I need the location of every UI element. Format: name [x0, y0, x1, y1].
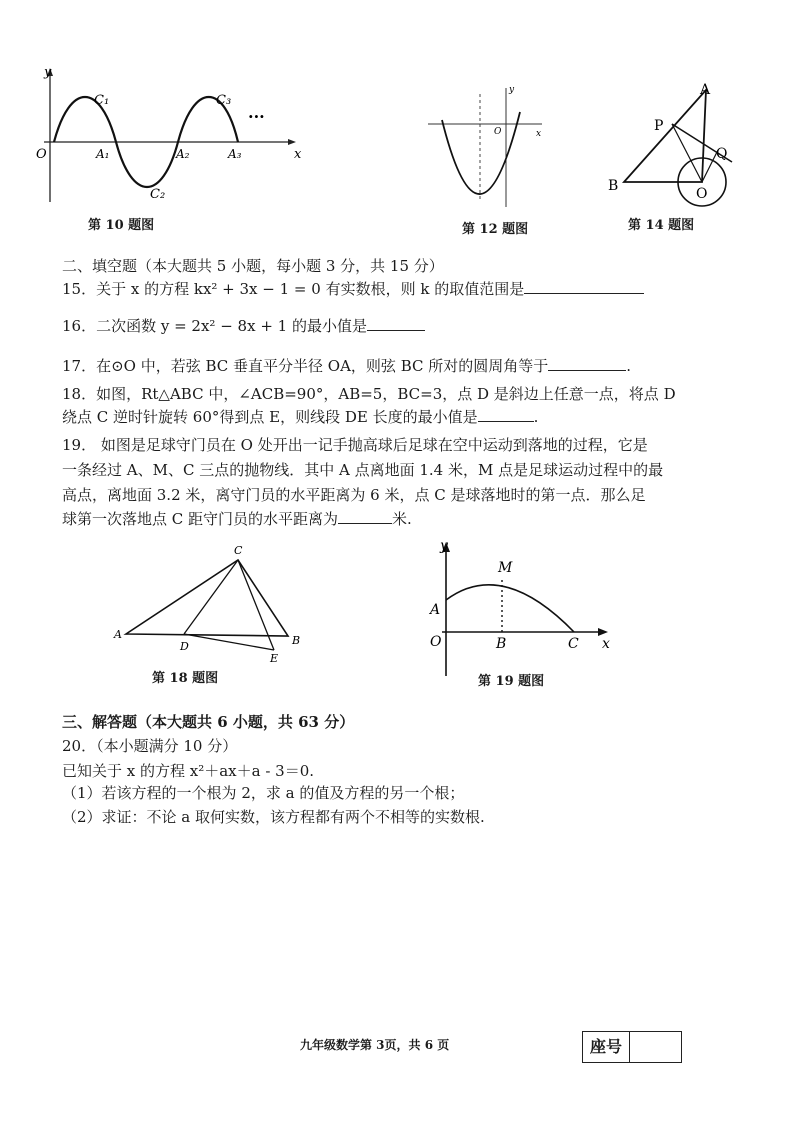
fig10-label-O: O — [36, 147, 47, 162]
fig18-label-E: E — [270, 652, 279, 665]
fig14-triangle — [624, 90, 706, 182]
q15-text: 15．关于 x 的方程 kx² + 3x − 1 = 0 有实数根，则 k 的取值范围是 — [62, 280, 525, 298]
figure-19 — [424, 538, 624, 678]
question-19-line1: 19． 如图是足球守门员在 O 处开出一记手抛高球后足球在空中运动到落地的过程，它是 — [62, 436, 648, 454]
fig18-label-D: D — [180, 640, 189, 653]
fig12-label-x: x — [536, 129, 542, 139]
fig10-ellipsis: ··· — [248, 107, 265, 126]
fig19-label-C: C — [568, 636, 579, 652]
section3-heading: 三、解答题（本大题共 6 小题，共 63 分） — [62, 713, 355, 731]
q17-end: . — [626, 357, 632, 375]
fig19-label-A: A — [430, 602, 441, 618]
fig12-caption: 第 12 题图 — [462, 222, 529, 237]
figure-18 — [108, 540, 318, 665]
figure-10 — [30, 62, 310, 212]
fig10-label-C3: C₃ — [216, 93, 232, 108]
question-18-line2 — [62, 407, 538, 427]
q15-answer-blank[interactable] — [524, 279, 644, 294]
fig10-x-arrow — [288, 139, 296, 145]
q18-answer-blank[interactable] — [478, 407, 534, 422]
fig14-label-B: B — [608, 178, 619, 194]
fig10-label-C1: C₁ — [94, 93, 110, 108]
q18-text: 绕点 C 逆时针旋转 60°得到点 E，则线段 DE 长度的最小值是 — [62, 408, 478, 426]
q16-text: 16．二次函数 y = 2x² − 8x + 1 的最小值是 — [62, 317, 367, 335]
q19-answer-blank[interactable] — [338, 509, 392, 524]
fig14-label-P: P — [654, 118, 664, 134]
section2-heading: 二、填空题（本大题共 5 小题，每小题 3 分，共 15 分） — [62, 257, 444, 275]
fig18-caption: 第 18 题图 — [152, 671, 219, 686]
fig14-label-Q: Q — [716, 146, 728, 162]
page-number: 九年级数学第 3页，共 6 页 — [300, 1038, 450, 1052]
question-16 — [62, 316, 425, 336]
figure-14 — [598, 78, 748, 213]
fig10-label-A3: A₃ — [228, 147, 242, 161]
q19-end: 米. — [392, 510, 412, 528]
question-15 — [62, 279, 644, 299]
fig10-label-A1: A₁ — [96, 147, 110, 161]
fig18-line-CD — [184, 560, 238, 634]
seat-label: 座号 — [583, 1032, 630, 1062]
fig10-caption: 第 10 题图 — [88, 218, 155, 233]
fig19-caption: 第 19 题图 — [478, 674, 545, 689]
question-18-line1: 18．如图，Rt△ABC 中，∠ACB=90°，AB=5，BC=3，点 D 是斜边上任意一点，将点 D — [62, 385, 676, 403]
fig18-label-B: B — [292, 634, 301, 647]
fig18-label-C: C — [234, 544, 243, 557]
question-19-line3: 高点，离地面 3.2 米，离守门员的水平距离为 6 米，点 C 是球落地时的第一点．那么足 — [62, 486, 646, 504]
fig18-line-CE — [238, 560, 274, 650]
q19-text: 球第一次落地点 C 距守门员的水平距离为 — [62, 510, 339, 528]
fig19-label-x: x — [602, 636, 610, 652]
fig19-x-arrow — [598, 628, 608, 636]
fig18-label-A: A — [114, 628, 122, 641]
fig12-label-O: O — [494, 127, 502, 137]
fig14-caption: 第 14 题图 — [628, 218, 695, 233]
fig14-label-A: A — [700, 82, 711, 98]
fig10-label-y: y — [44, 65, 52, 80]
fig19-parabola — [446, 585, 574, 632]
q16-answer-blank[interactable] — [367, 316, 425, 331]
question-20-title: 20．（本小题满分 10 分） — [62, 737, 238, 755]
question-20-part1: （1）若该方程的一个根为 2，求 a 的值及方程的另一个根； — [62, 784, 465, 802]
seat-number-input[interactable] — [631, 1032, 681, 1062]
question-19-line4 — [62, 509, 412, 529]
fig19-label-O: O — [430, 634, 442, 650]
q17-text: 17．在⊙O 中，若弦 BC 垂直平分半径 OA，则弦 BC 所对的圆周角等于 — [62, 357, 549, 375]
fig12-label-y: y — [509, 85, 515, 95]
figure-12 — [420, 82, 550, 212]
question-17 — [62, 356, 631, 376]
fig19-label-y: y — [440, 538, 448, 554]
question-19-line2: 一条经过 A、M、C 三点的抛物线．其中 A 点离地面 1.4 米，M 点是足球运动过程中的最 — [62, 461, 664, 479]
fig10-label-A2: A₂ — [176, 147, 190, 161]
question-20-part2: （2）求证：不论 a 取何实数，该方程都有两个不相等的实数根. — [62, 808, 485, 826]
fig19-label-M: M — [498, 560, 513, 576]
fig10-label-C2: C₂ — [150, 187, 166, 202]
fig19-label-B: B — [496, 636, 507, 652]
question-20-stem: 已知关于 x 的方程 x²＋ax＋a - 3＝0. — [62, 762, 315, 780]
q18-end: . — [533, 408, 539, 426]
seat-number-box — [582, 1031, 682, 1063]
fig14-label-O: O — [696, 186, 708, 202]
fig10-label-x: x — [294, 147, 302, 162]
q17-answer-blank[interactable] — [548, 356, 626, 371]
